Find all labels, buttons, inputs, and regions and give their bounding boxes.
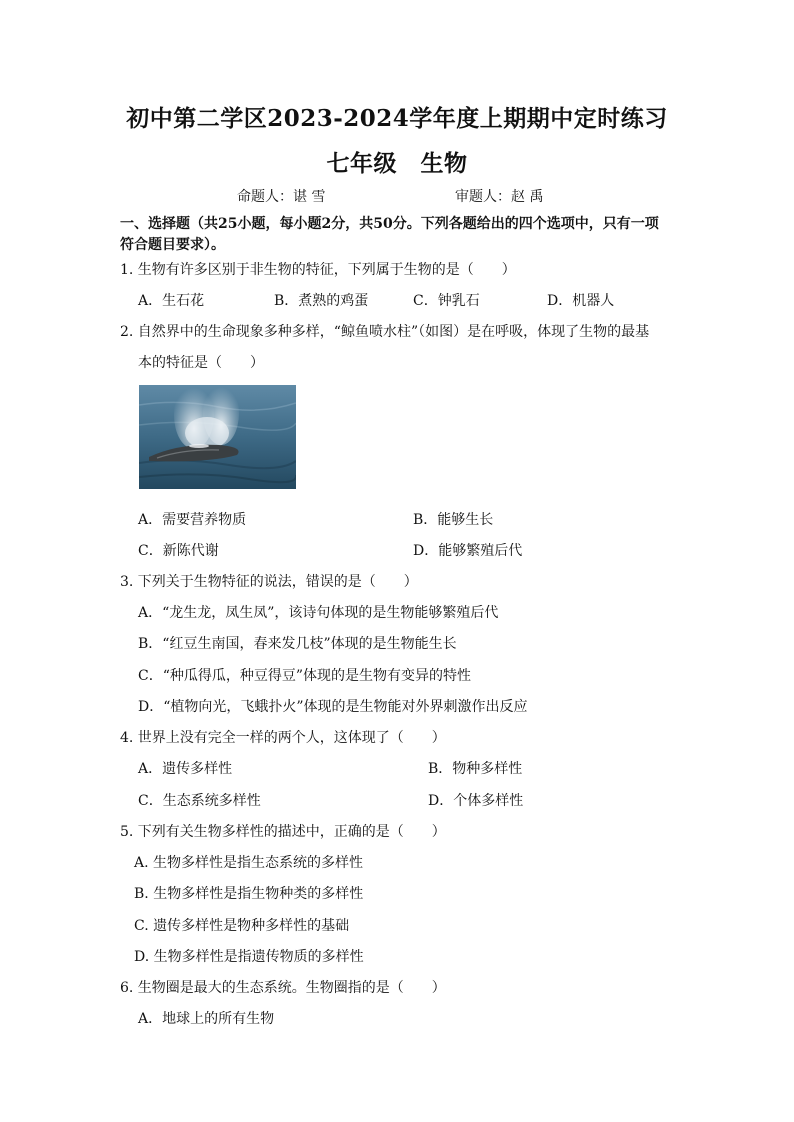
question-2-option-c: C．新陈代谢 — [138, 543, 219, 559]
question-2-option-b: B．能够生长 — [413, 512, 494, 528]
section-heading-line1: 一、选择题（共25小题，每小题2分，共50分。下列各题给出的四个选项中，只有一项 — [120, 216, 659, 232]
question-1-option-b: B．煮熟的鸡蛋 — [274, 293, 369, 309]
question-4-option-b: B．物种多样性 — [428, 761, 523, 777]
question-5-option-d: D. 生物多样性是指遗传物质的多样性 — [134, 949, 364, 965]
question-2-stem: 2. 自然界中的生命现象多种多样，“鲸鱼喷水柱”（如图）是在呼吸，体现了生物的最基 — [120, 324, 650, 340]
question-5-option-a: A. 生物多样性是指生态系统的多样性 — [134, 855, 364, 871]
question-5-option-b: B. 生物多样性是指生物种类的多样性 — [134, 886, 364, 902]
question-1-option-d: D．机器人 — [547, 293, 615, 309]
question-5-stem: 5. 下列有关生物多样性的描述中，正确的是（ ） — [120, 824, 446, 840]
question-1-option-a: A．生石花 — [138, 293, 205, 309]
whale-spout-photo — [139, 385, 296, 489]
question-5-option-c: C. 遗传多样性是物种多样性的基础 — [134, 918, 350, 934]
section-heading-line2: 符合题目要求）。 — [120, 237, 225, 253]
question-2-option-a: A．需要营养物质 — [138, 512, 247, 528]
question-3-stem: 3. 下列关于生物特征的说法，错误的是（ ） — [120, 574, 418, 590]
question-3-option-a: A．“龙生龙，凤生凤”，该诗句体现的是生物能够繁殖后代 — [138, 605, 499, 621]
question-3-option-c: C．“种瓜得瓜，种豆得豆”体现的是生物有变异的特性 — [138, 668, 472, 684]
question-6-option-a: A．地球上的所有生物 — [138, 1011, 275, 1027]
reviewer-label: 审题人：赵 禹 — [455, 189, 544, 205]
question-2-stem-continued: 本的特征是（ ） — [138, 355, 264, 371]
page-title: 初中第二学区2023-2024学年度上期期中定时练习 — [126, 105, 668, 132]
question-6-stem: 6. 生物圈是最大的生态系统。生物圈指的是（ ） — [120, 980, 446, 996]
question-4-option-a: A．遗传多样性 — [138, 761, 233, 777]
question-3-option-b: B．“红豆生南国，春来发几枝”体现的是生物能生长 — [138, 636, 457, 652]
question-1-stem: 1. 生物有许多区别于非生物的特征，下列属于生物的是（ ） — [120, 262, 516, 278]
question-2-option-d: D．能够繁殖后代 — [413, 543, 523, 559]
page-subtitle: 七年级 生物 — [326, 150, 468, 177]
author-label: 命题人：谌 雪 — [237, 189, 326, 205]
question-4-stem: 4. 世界上没有完全一样的两个人，这体现了（ ） — [120, 730, 446, 746]
question-3-option-d: D．“植物向光，飞蛾扑火”体现的是生物能对外界刺激作出反应 — [138, 699, 528, 715]
question-4-option-d: D．个体多样性 — [428, 793, 524, 809]
question-4-option-c: C．生态系统多样性 — [138, 793, 261, 809]
question-1-option-c: C．钟乳石 — [413, 293, 480, 309]
